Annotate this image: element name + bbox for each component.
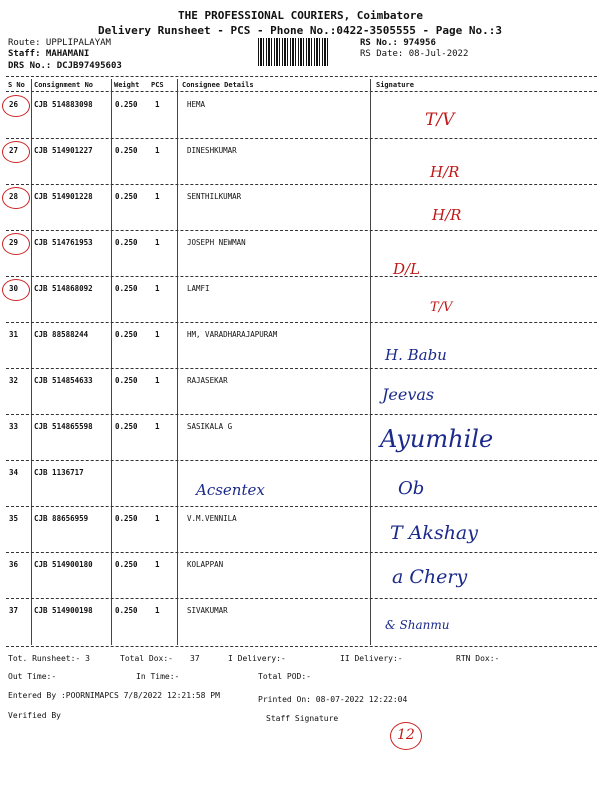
red-circle-mark <box>2 279 30 301</box>
header-rule <box>6 91 597 92</box>
drs-label: DRS No.: DCJB97495603 <box>8 61 122 71</box>
row-consignment: CJB 514900180 <box>34 560 93 569</box>
row-rule <box>6 506 597 507</box>
route-label: Route: UPPLIPALAYAM <box>8 38 111 48</box>
row-weight: 0.250 <box>115 606 138 615</box>
printed-on: Printed On: 08-07-2022 12:22:04 <box>258 695 408 704</box>
row-weight: 0.250 <box>115 560 138 569</box>
row-consignment: CJB 514900198 <box>34 606 93 615</box>
row-sno: 29 <box>9 238 19 247</box>
red-circle-mark <box>2 187 30 209</box>
row-pcs: 1 <box>155 238 160 247</box>
col-consignee: Consignee Details <box>182 81 254 89</box>
row-weight: 0.250 <box>115 330 138 339</box>
signature-mark: Jeevas <box>382 385 435 404</box>
col-consignment: Consignment No <box>34 81 94 89</box>
row-consignment: CJB 514868092 <box>34 284 93 293</box>
rtn-dox: RTN Dox:- <box>456 654 500 663</box>
i-delivery: I Delivery:- <box>228 654 286 663</box>
col-weight: Weight <box>114 81 140 89</box>
signature-mark: D/L <box>393 260 421 278</box>
signature-mark: H. Babu <box>385 346 447 364</box>
total-pod: Total POD:- <box>258 672 311 681</box>
row-consignment: CJB 88656959 <box>34 514 89 523</box>
row-sno: 28 <box>9 192 19 201</box>
row-rule <box>6 552 597 553</box>
tot-runsheet: Tot. Runsheet:- 3 <box>8 654 90 663</box>
row-pcs: 1 <box>155 192 160 201</box>
row-pcs: 1 <box>155 376 160 385</box>
row-weight: 0.250 <box>115 100 138 109</box>
row-consignment: CJB 514883098 <box>34 100 93 109</box>
signature-mark: H/R <box>430 163 460 181</box>
signature-mark: a Chery <box>392 566 468 588</box>
page-count-mark: 12 <box>397 727 415 743</box>
row-sno: 30 <box>9 284 19 293</box>
row-consignment: CJB 514901227 <box>34 146 93 155</box>
row-sno: 27 <box>9 146 19 155</box>
row-consignment: CJB 88588244 <box>34 330 89 339</box>
row-rule <box>6 368 597 369</box>
runsheet-title: Delivery Runsheet - PCS - Phone No.:0422-3505555 - Page No.:3 <box>98 24 502 37</box>
verified-by: Verified By <box>8 711 61 720</box>
row-sno: 34 <box>9 468 19 477</box>
row-rule <box>6 138 597 139</box>
table-top-rule <box>6 76 597 77</box>
row-consignee: HM, VARADHARAJAPURAM <box>187 330 278 339</box>
red-circle-mark <box>2 233 30 255</box>
row-weight: 0.250 <box>115 284 138 293</box>
row-weight: 0.250 <box>115 514 138 523</box>
row-consignment: CJB 514865598 <box>34 422 93 431</box>
signature-mark: T/V <box>425 110 455 130</box>
signature-mark: T Akshay <box>390 522 478 544</box>
signature-mark: Ayumhile <box>380 425 494 453</box>
row-pcs: 1 <box>155 146 160 155</box>
row-consignee: HEMA <box>187 100 206 109</box>
table-bottom-rule <box>6 646 597 647</box>
row-consignment: CJB 514854633 <box>34 376 93 385</box>
row-pcs: 1 <box>155 514 160 523</box>
row-consignee: SIVAKUMAR <box>187 606 228 615</box>
row-rule <box>6 184 597 185</box>
row-pcs: 1 <box>155 100 160 109</box>
red-circle-mark <box>2 95 30 117</box>
signature-mark: T/V <box>430 300 453 315</box>
row-weight: 0.250 <box>115 192 138 201</box>
row-consignee: JOSEPH NEWMAN <box>187 238 246 247</box>
row-consignee: RAJASEKAR <box>187 376 228 385</box>
row-consignee: KOLAPPAN <box>187 560 224 569</box>
total-dox-value: 37 <box>190 654 200 663</box>
entered-by: Entered By :POORNIMAPCS 7/8/2022 12:21:58 PM <box>8 691 220 700</box>
row-weight: 0.250 <box>115 238 138 247</box>
row-sno: 37 <box>9 606 19 615</box>
col-divider <box>177 79 178 645</box>
red-circle-mark <box>2 141 30 163</box>
col-divider <box>111 79 112 645</box>
row-sno: 35 <box>9 514 19 523</box>
row-rule <box>6 460 597 461</box>
row-weight: 0.250 <box>115 146 138 155</box>
col-divider <box>31 79 32 645</box>
col-divider <box>370 79 371 645</box>
col-sno: S No <box>8 81 25 89</box>
company-title: THE PROFESSIONAL COURIERS, Coimbatore <box>178 9 424 22</box>
row-consignee: DINESHKUMAR <box>187 146 237 155</box>
in-time: In Time:- <box>136 672 180 681</box>
col-pcs: PCS <box>151 81 164 89</box>
row-consignee: V.M.VENNILA <box>187 514 237 523</box>
row-rule <box>6 598 597 599</box>
row-rule <box>6 230 597 231</box>
handwritten-note: Acsentex <box>196 481 265 499</box>
barcode <box>258 38 328 66</box>
row-consignee: SASIKALA G <box>187 422 233 431</box>
row-consignment: CJB 1136717 <box>34 468 84 477</box>
staff-signature-label: Staff Signature <box>266 714 339 723</box>
signature-mark: H/R <box>432 206 462 224</box>
row-rule <box>6 322 597 323</box>
row-sno: 33 <box>9 422 19 431</box>
rs-date: RS Date: 08-Jul-2022 <box>360 49 469 59</box>
out-time: Out Time:- <box>8 672 57 681</box>
row-sno: 32 <box>9 376 19 385</box>
row-sno: 31 <box>9 330 19 339</box>
row-sno: 26 <box>9 100 19 109</box>
row-sno: 36 <box>9 560 19 569</box>
row-weight: 0.250 <box>115 376 138 385</box>
row-pcs: 1 <box>155 560 160 569</box>
ii-delivery: II Delivery:- <box>340 654 403 663</box>
row-pcs: 1 <box>155 330 160 339</box>
row-consignee: LAMFI <box>187 284 210 293</box>
row-rule <box>6 414 597 415</box>
total-dox-label: Total Dox:- <box>120 654 173 663</box>
staff-label: Staff: MAHAMANI <box>8 49 90 59</box>
rs-number: RS No.: 974956 <box>360 38 436 48</box>
signature-mark: & Shanmu <box>385 618 450 632</box>
signature-mark: Ob <box>398 478 425 499</box>
row-pcs: 1 <box>155 606 160 615</box>
row-consignment: CJB 514901228 <box>34 192 93 201</box>
row-pcs: 1 <box>155 284 160 293</box>
row-rule <box>6 276 597 277</box>
row-weight: 0.250 <box>115 422 138 431</box>
col-signature: Signature <box>376 81 414 89</box>
row-consignee: SENTHILKUMAR <box>187 192 242 201</box>
row-pcs: 1 <box>155 422 160 431</box>
row-consignment: CJB 514761953 <box>34 238 93 247</box>
